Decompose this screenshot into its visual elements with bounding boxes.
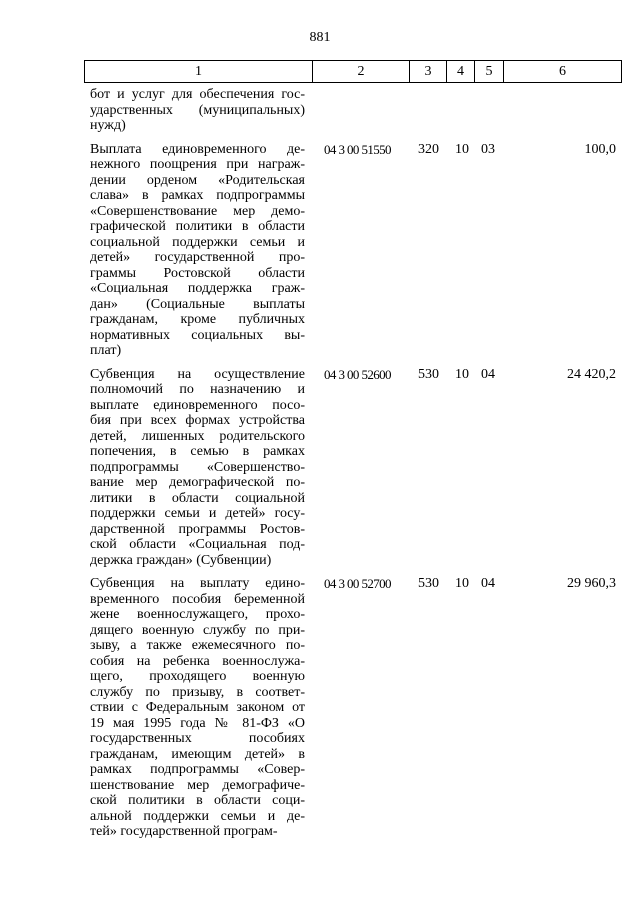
- description-line: поддержки семьи и детей» госу-: [90, 506, 305, 521]
- header-col-6: 6: [504, 60, 622, 83]
- description-line: ударственных (муниципальных): [90, 102, 305, 118]
- description-line: «Социальная поддержка граж-: [90, 281, 305, 296]
- header-col-2: 2: [313, 60, 410, 83]
- amount: 100,0: [584, 141, 616, 157]
- header-col-1: 1: [84, 60, 313, 83]
- section: 10: [455, 366, 469, 382]
- description-line: дении орденом «Родительская: [90, 172, 305, 188]
- amount: [504, 87, 622, 134]
- row-description: [84, 87, 313, 134]
- amount: 29 960,3: [567, 576, 616, 591]
- description-line: рамках подпрограммы «Совер-: [90, 762, 305, 777]
- description-line: нужд): [90, 118, 126, 133]
- description-line: Субвенция на выплату едино-: [90, 576, 305, 591]
- description-line: нежного поощрения при нагpаж-: [90, 157, 305, 172]
- expense-type: 530: [418, 576, 439, 591]
- amount: 24 420,2: [567, 366, 616, 382]
- section: 10: [455, 576, 469, 591]
- description-line: подпрограммы «Совершенство-: [90, 459, 305, 475]
- description-line: ствии с Федеральным законом от: [90, 700, 305, 715]
- section: 10: [455, 141, 469, 157]
- description-line: дан» (Социальные выплаты: [90, 296, 305, 312]
- row-description: [84, 142, 313, 359]
- header-col-5: 5: [475, 60, 504, 83]
- subsection: [475, 87, 504, 134]
- description-line: плат): [90, 343, 122, 358]
- description-line: тей» государственной програм-: [90, 824, 278, 839]
- description-line: детей» государственной про-: [90, 250, 305, 265]
- header-col-4: 4: [447, 60, 475, 83]
- description-line: Выплата единовременного де-: [90, 141, 305, 157]
- description-line: временного пособия беременной: [90, 591, 305, 607]
- table-row: [84, 367, 622, 569]
- description-line: государственных пособиях: [90, 731, 305, 746]
- description-line: слава» в рамках подпрограммы: [90, 188, 305, 203]
- description-line: полномочий по назначению и: [90, 382, 305, 397]
- description-line: графической политики в области: [90, 219, 305, 234]
- description-line: гражданам, кроме публичных: [90, 312, 305, 327]
- description-line: социальной поддержки семьи и: [90, 234, 305, 250]
- description-line: 19 мая 1995 года № 81-ФЗ «О: [90, 715, 305, 731]
- expense-type: [410, 87, 447, 134]
- target-code: 04 3 00 52600: [324, 366, 391, 382]
- table-row: [84, 576, 622, 840]
- description-line: нормативных социальных вы-: [90, 327, 305, 343]
- description-line: выплате единовременного посо-: [90, 397, 305, 413]
- description-line: бот и услуг для обеспечения гос-: [90, 87, 305, 102]
- description-line: службу по призыву, в соответ-: [90, 684, 305, 700]
- description-line: щего, проходящего военную: [90, 669, 305, 684]
- budget-table: [84, 60, 622, 840]
- expense-type: 530: [418, 366, 439, 382]
- description-line: попечения, в семью в рамках: [90, 444, 305, 459]
- description-line: граммы Ростовской области: [90, 265, 305, 281]
- description-line: зыву, а также ежемесячного по-: [90, 638, 305, 653]
- description-line: собия на ребенка военнослужа-: [90, 653, 305, 669]
- description-line: жене военнослужащего, прохо-: [90, 607, 305, 622]
- table-header: [84, 60, 622, 83]
- description-line: вание мер демографической по-: [90, 475, 305, 490]
- description-line: детей, лишенных родительского: [90, 428, 305, 444]
- description-line: держка граждан» (Субвенции): [90, 552, 272, 568]
- subsection: 04: [481, 366, 495, 382]
- expense-type: 320: [418, 141, 439, 157]
- target-code: [313, 87, 410, 134]
- description-line: Субвенция на осуществление: [90, 366, 305, 382]
- description-line: бия при всех формах устройства: [90, 413, 305, 428]
- description-line: литики в области социальной: [90, 490, 305, 506]
- description-line: гражданам, имеющим детей» в: [90, 746, 305, 762]
- row-description: [84, 576, 313, 840]
- table-row: [84, 87, 622, 134]
- description-line: альной поддержки семьи и де-: [90, 808, 305, 824]
- description-line: «Совершенствование мер демо-: [90, 203, 305, 219]
- table-row: [84, 142, 622, 359]
- section: [447, 87, 475, 134]
- subsection: 04: [481, 576, 495, 591]
- page-number: 881: [309, 30, 331, 45]
- target-code: 04 3 00 51550: [324, 141, 391, 157]
- target-code: 04 3 00 52700: [324, 576, 391, 591]
- description-line: ской области «Социальная под-: [90, 537, 305, 552]
- header-col-3: 3: [410, 60, 447, 83]
- description-line: шенствование мер демографиче-: [90, 777, 305, 793]
- row-description: [84, 367, 313, 569]
- subsection: 03: [481, 141, 495, 157]
- description-line: ской политики в области соци-: [90, 793, 305, 808]
- description-line: дарственной программы Ростов-: [90, 521, 305, 537]
- description-line: дящего военную службу по при-: [90, 622, 305, 638]
- table-body: [84, 87, 622, 840]
